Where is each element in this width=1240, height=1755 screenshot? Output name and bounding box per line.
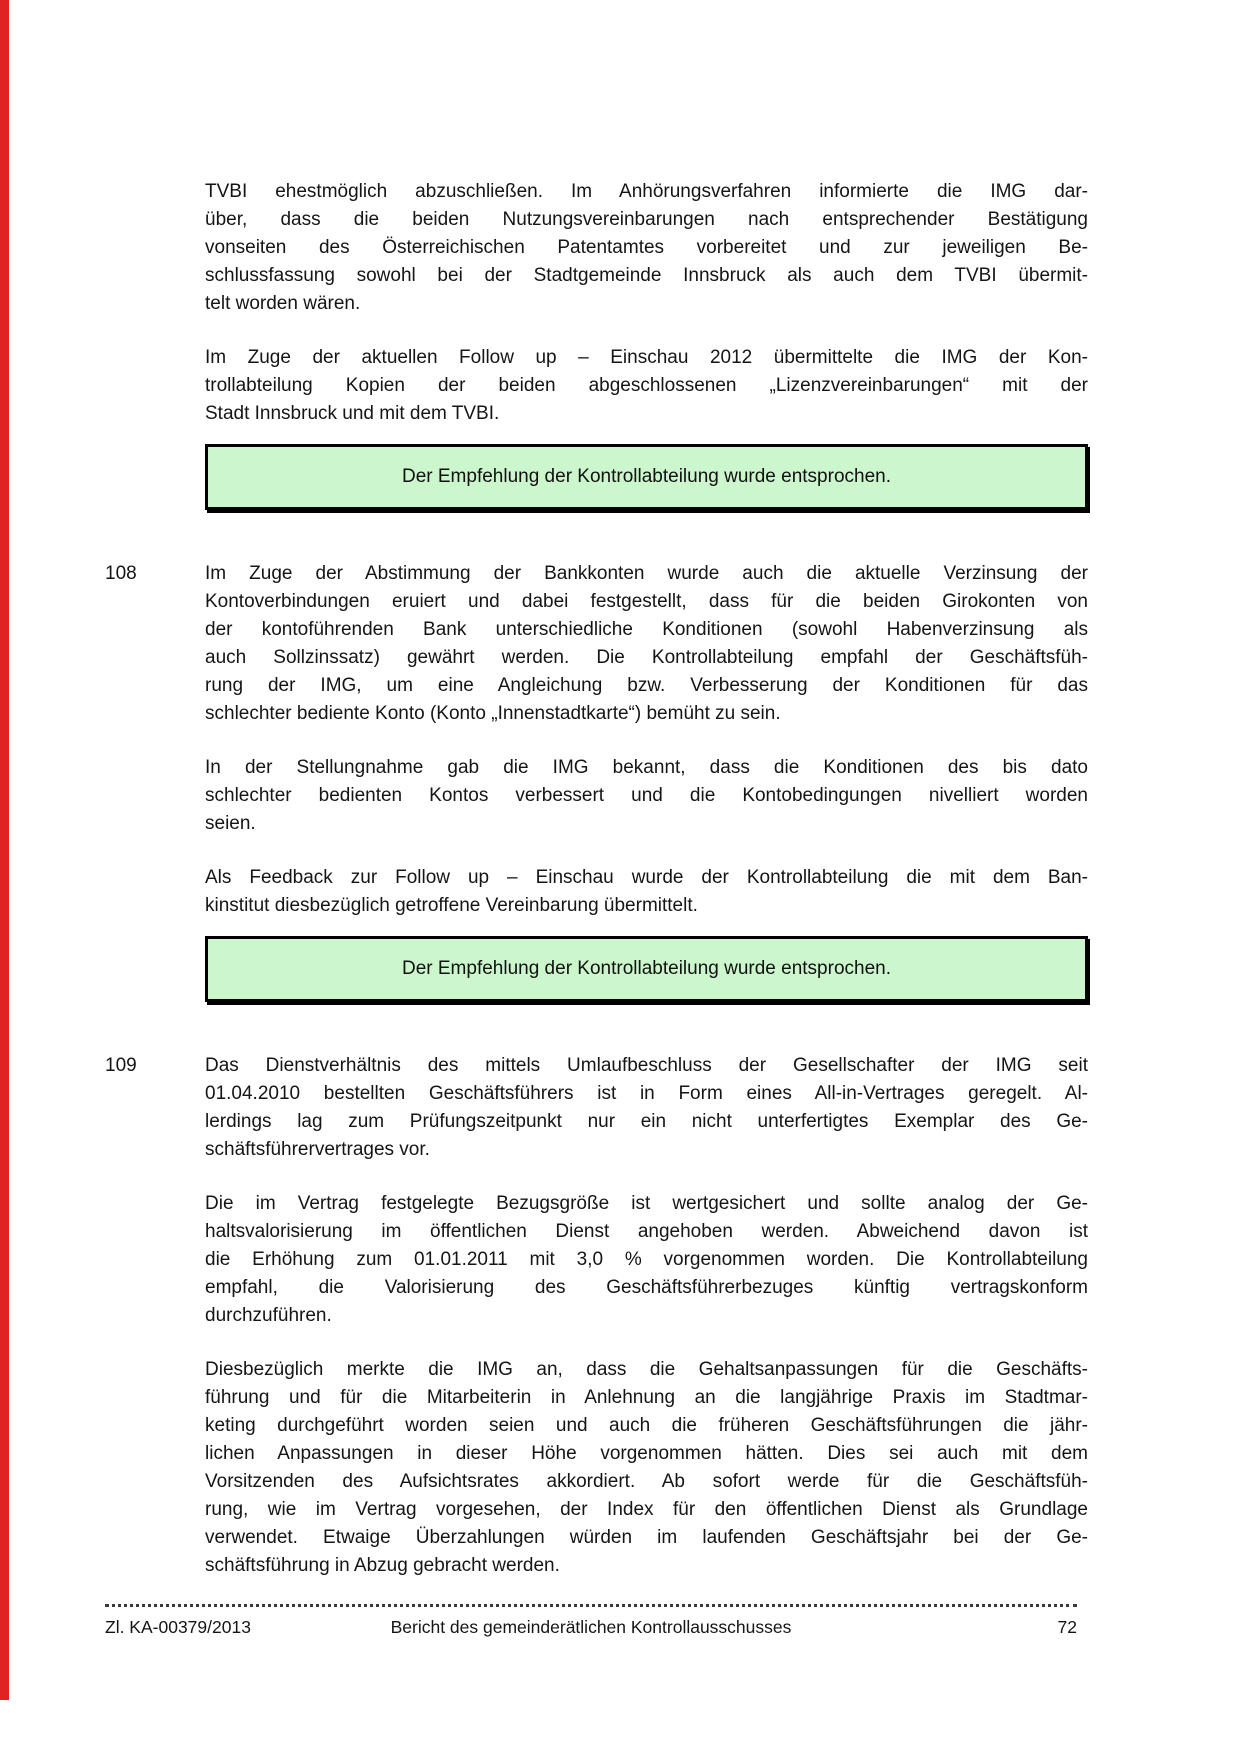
paragraph <box>205 864 1088 920</box>
paragraph <box>205 754 1088 838</box>
margin-number: 108 <box>105 563 137 584</box>
paragraph <box>205 1190 1088 1330</box>
paragraph <box>205 344 1088 428</box>
recommendation-box <box>205 444 1088 510</box>
recommendation-text: Der Empfehlung der Kontrollabteilung wurde entsprochen. <box>401 466 892 487</box>
text-line: rung, wie im Vertrag vorgesehen, der Index für den öffentlichen Dienst als Grundlage <box>205 1499 1088 1520</box>
text-line: Kontoverbindungen eruiert und dabei festgestellt, dass für die beiden Girokonten von <box>205 591 1088 612</box>
text-line: trollabteilung Kopien der beiden abgeschlossenen „Lizenzvereinbarungen“ mit der <box>205 375 1088 396</box>
text-line: 01.04.2010 bestellten Geschäftsführers ist in Form eines All-in-Vertrages geregelt. Al- <box>205 1083 1088 1104</box>
document-body <box>105 178 1088 1580</box>
text-line: Die im Vertrag festgelegte Bezugsgröße ist wertgesichert und sollte analog der Ge- <box>205 1193 1088 1214</box>
text-line: über, dass die beiden Nutzungsvereinbarungen nach entsprechender Bestätigung <box>205 209 1088 230</box>
footer-row <box>105 1616 1077 1638</box>
text-line: lerdings lag zum Prüfungszeitpunkt nur ein nicht unterfertigtes Exemplar des Ge- <box>205 1111 1088 1132</box>
left-red-bar <box>0 0 9 1700</box>
margin-number: 109 <box>105 1055 137 1076</box>
text-line: Als Feedback zur Follow up – Einschau wurde der Kontrollabteilung die mit dem Ban- <box>205 867 1088 888</box>
text-line: Im Zuge der Abstimmung der Bankkonten wurde auch die aktuelle Verzinsung der <box>205 563 1088 584</box>
recommendation-text: Der Empfehlung der Kontrollabteilung wurde entsprochen. <box>401 958 892 979</box>
text-line: keting durchgeführt worden seien und auch die früheren Geschäftsführungen die jähr- <box>205 1415 1088 1436</box>
text-line: vonseiten des Österreichischen Patentamtes vorbereitet und zur jeweiligen Be- <box>205 237 1088 258</box>
text-line: telt worden wären. <box>205 293 361 314</box>
footer-page-number: 72 <box>1057 1617 1077 1637</box>
text-line: TVBI ehestmöglich abzuschließen. Im Anhörungsverfahren informierte die IMG dar- <box>205 181 1088 202</box>
text-line: Vorsitzenden des Aufsichtsrates akkordiert. Ab sofort werde für die Geschäftsfüh- <box>205 1471 1088 1492</box>
text-line: der kontoführenden Bank unterschiedliche Konditionen (sowohl Habenverzinsung als <box>205 619 1088 640</box>
paragraph-108 <box>105 560 1088 728</box>
text-line: schäftsführung in Abzug gebracht werden. <box>205 1555 560 1576</box>
text-line: Diesbezüglich merkte die IMG an, dass die Gehaltsanpassungen für die Geschäfts- <box>205 1359 1088 1380</box>
text-line: kinstitut diesbezüglich getroffene Vereinbarung übermittelt. <box>205 895 698 916</box>
text-line: rung der IMG, um eine Angleichung bzw. Verbesserung der Konditionen für das <box>205 675 1088 696</box>
text-line: lichen Anpassungen in dieser Höhe vorgenommen hätten. Dies sei auch mit dem <box>205 1443 1088 1464</box>
text-line: führung und für die Mitarbeiterin in Anlehnung an die langjährige Praxis im Stadtmar- <box>205 1387 1088 1408</box>
text-line: schlechter bedienten Kontos verbessert und die Kontobedingungen nivelliert worden <box>205 785 1088 806</box>
recommendation-box <box>205 936 1088 1002</box>
text-line: schäftsführervertrages vor. <box>205 1139 430 1160</box>
text-line: durchzuführen. <box>205 1305 332 1326</box>
text-line: schlechter bediente Konto (Konto „Innenstadtkarte“) bemüht zu sein. <box>205 703 781 724</box>
text-line: Das Dienstverhältnis des mittels Umlaufbeschluss der Gesellschafter der IMG seit <box>205 1055 1088 1076</box>
text-line: empfahl, die Valorisierung des Geschäftsführerbezuges künftig vertragskonform <box>205 1277 1088 1298</box>
text-line: auch Sollzinssatz) gewährt werden. Die Kontrollabteilung empfahl der Geschäftsfüh- <box>205 647 1088 668</box>
text-line: verwendet. Etwaige Überzahlungen würden im laufenden Geschäftsjahr bei der Ge- <box>205 1527 1088 1548</box>
text-line: seien. <box>205 813 256 834</box>
footer-reference: Zl. KA-00379/2013 <box>105 1617 251 1637</box>
paragraph <box>205 1356 1088 1580</box>
text-line: haltsvalorisierung im öffentlichen Dienst angehoben werden. Abweichend davon ist <box>205 1221 1088 1242</box>
text-line: Im Zuge der aktuellen Follow up – Einschau 2012 übermittelte die IMG der Kon- <box>205 347 1088 368</box>
paragraph-109 <box>105 1052 1088 1164</box>
paragraph <box>205 178 1088 318</box>
text-line: In der Stellungnahme gab die IMG bekannt, dass die Konditionen des bis dato <box>205 757 1088 778</box>
text-line: die Erhöhung zum 01.01.2011 mit 3,0 % vorgenommen worden. Die Kontrollabteilung <box>205 1249 1088 1270</box>
footer <box>105 1604 1077 1638</box>
text-line: Stadt Innsbruck und mit dem TVBI. <box>205 403 500 424</box>
footer-title: Bericht des gemeinderätlichen Kontrollausschusses <box>390 1617 792 1637</box>
text-line: schlussfassung sowohl bei der Stadtgemeinde Innsbruck als auch dem TVBI übermit- <box>205 265 1088 286</box>
